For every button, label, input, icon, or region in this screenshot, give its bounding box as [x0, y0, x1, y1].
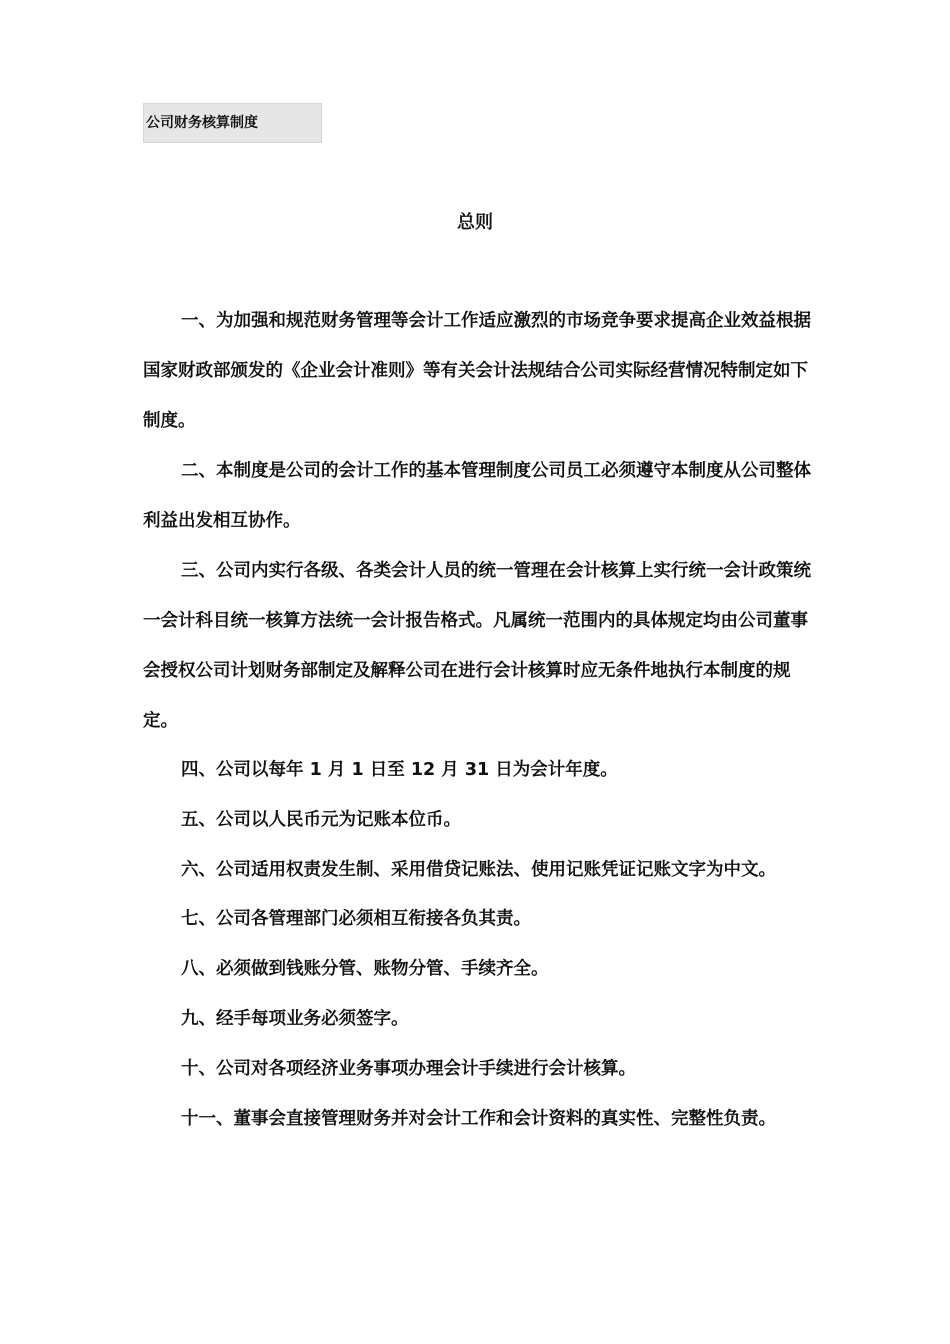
article-1: 一、为加强和规范财务管理等会计工作适应激烈的市场竞争要求提高企业效益根据国家财政部颁发的《企业会计准则》等有关会计法规结合公司实际经营情况特制定如下制度。 — [143, 311, 811, 431]
article-5: 五、公司以人民币元为记账本位币。 — [181, 810, 461, 830]
article-10: 十、公司对各项经济业务事项办理会计手续进行会计核算。 — [181, 1059, 636, 1079]
section-title: 总则 — [457, 212, 493, 233]
article-9: 九、经手每项业务必须签字。 — [181, 1009, 409, 1029]
article-6: 六、公司适用权责发生制、采用借贷记账法、使用记账凭证记账文字为中文。 — [181, 860, 776, 880]
article-11: 十一、董事会直接管理财务并对会计工作和会计资料的真实性、完整性负责。 — [181, 1109, 776, 1129]
article-8: 八、必须做到钱账分管、账物分管、手续齐全。 — [181, 959, 549, 979]
document-header-box — [143, 103, 322, 143]
article-3: 三、公司内实行各级、各类会计人员的统一管理在会计核算上实行统一会计政策统一会计科目统一核算方法统一会计报告格式。凡属统一范围内的具体规定均由公司董事会授权公司计划财务部制定及解释公司在进行会计核算时应无条件地执行本制度的规定。 — [143, 561, 811, 731]
document-header-label: 公司财务核算制度 — [146, 115, 258, 131]
article-4: 四、公司以每年 1 月 1 日至 12 月 31 日为会计年度。 — [181, 760, 618, 780]
article-2: 二、本制度是公司的会计工作的基本管理制度公司员工必须遵守本制度从公司整体利益出发相互协作。 — [143, 461, 811, 531]
article-7: 七、公司各管理部门必须相互衔接各负其责。 — [181, 909, 531, 929]
